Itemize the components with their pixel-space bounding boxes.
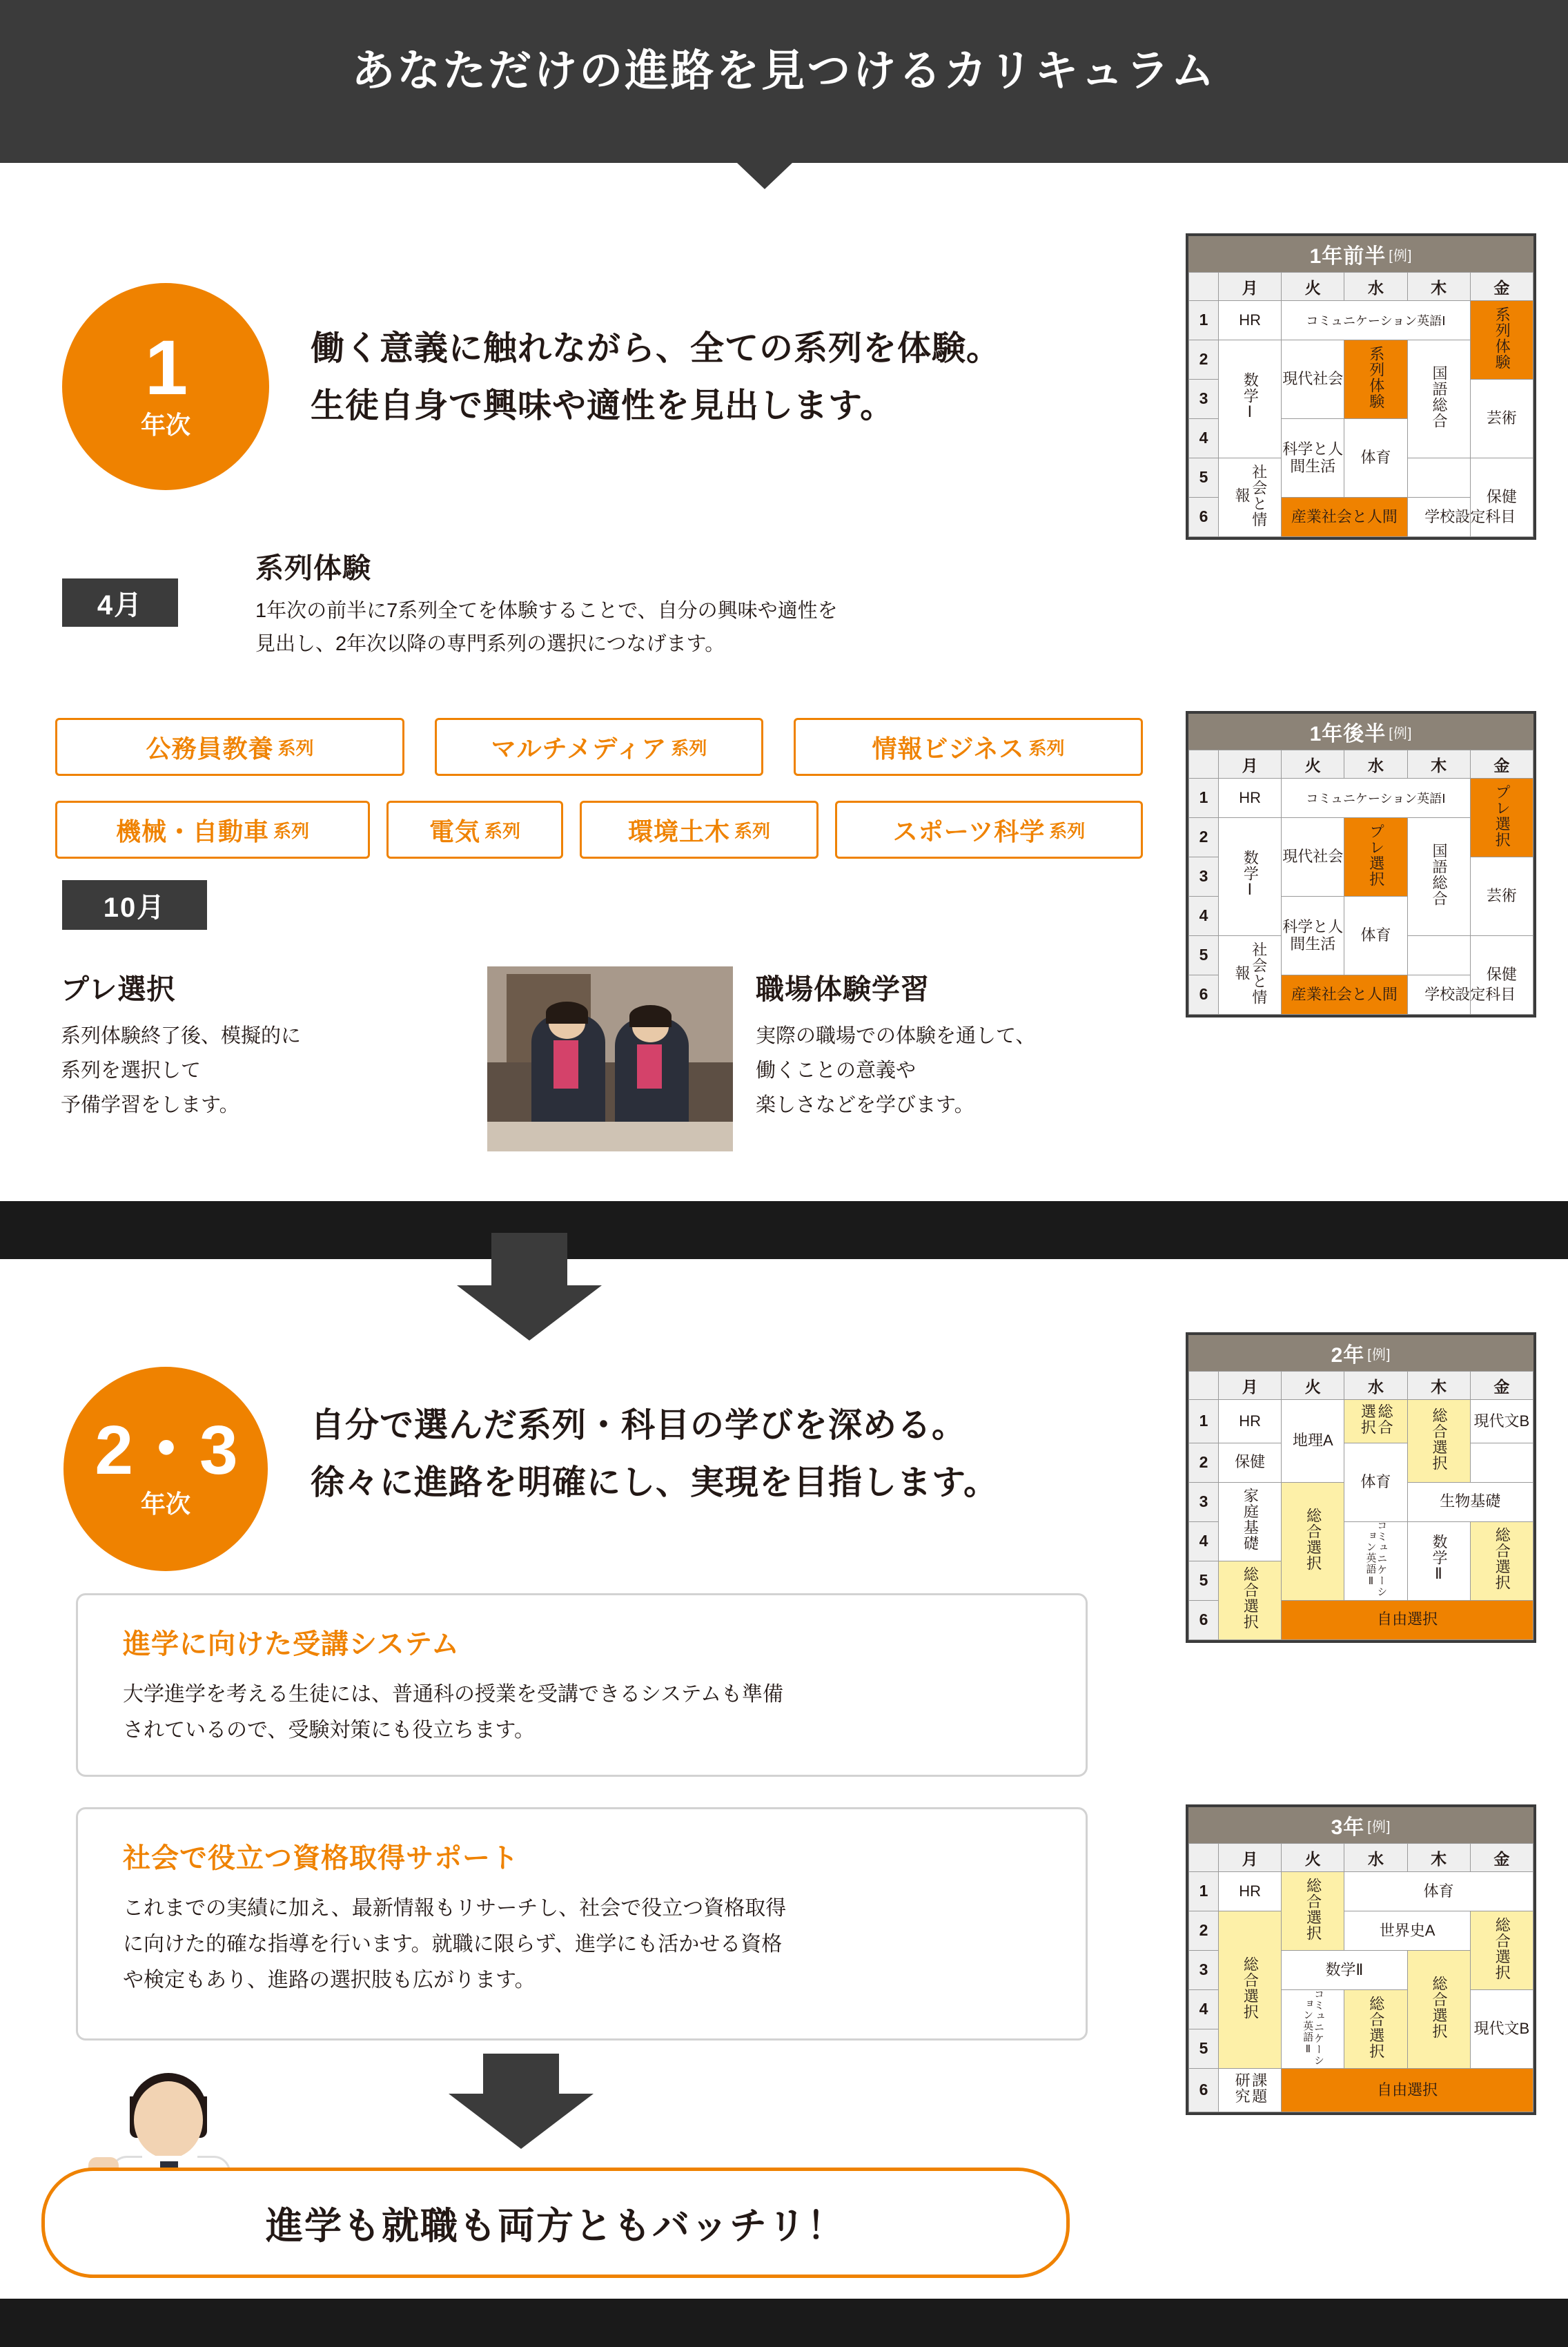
timetable-day-header: 木 bbox=[1407, 1844, 1470, 1872]
timetable-cell-label: 社会と情報 bbox=[1233, 941, 1268, 1005]
timetable-day-header: 月 bbox=[1219, 273, 1282, 301]
timetable-period-number: 2 bbox=[1189, 818, 1219, 857]
timetable-day-header: 木 bbox=[1407, 750, 1470, 779]
timetable-period-number: 1 bbox=[1189, 779, 1219, 818]
work-experience-body-line3: 楽しさなどを学びます。 bbox=[756, 1094, 974, 1116]
photo-desk bbox=[487, 1122, 733, 1151]
timetable-cell bbox=[1282, 897, 1344, 975]
timetable-day-header: 水 bbox=[1344, 273, 1407, 301]
series-tag-label: 環境土木 bbox=[627, 817, 730, 846]
timetable-cell-label: 体育 bbox=[1423, 1882, 1454, 1900]
timetable-cell bbox=[1219, 340, 1282, 458]
timetable-cell-label: 総合選択 bbox=[1367, 1995, 1385, 2059]
timetable-row bbox=[1189, 301, 1533, 340]
timetable-cell-label: 数学Ⅱ bbox=[1325, 1960, 1364, 1978]
timetable-day-header: 火 bbox=[1282, 750, 1344, 779]
timetable-cell-label: 現代社会 bbox=[1282, 370, 1344, 388]
year1-badge-number: 1 bbox=[144, 324, 187, 411]
timetable-cell bbox=[1470, 1990, 1533, 2069]
timetable-cell-label: 保健 bbox=[1486, 966, 1517, 984]
timetable-title-text: 1年後半 bbox=[1309, 723, 1386, 746]
timetable-cell bbox=[1282, 301, 1471, 340]
series-tag-suffix: 系列 bbox=[484, 820, 521, 841]
timetable-row bbox=[1189, 1400, 1533, 1443]
timetable-day-header: 月 bbox=[1219, 750, 1282, 779]
series-tag-multimedia[interactable] bbox=[435, 718, 763, 776]
year23-lead-line1: 自分で選んだ系列・科目の学びを深める。 bbox=[311, 1407, 967, 1444]
timetable-cell-label: 系列体験 bbox=[1367, 345, 1385, 409]
timetable-row bbox=[1189, 1443, 1533, 1482]
timetable-row bbox=[1189, 1872, 1533, 1911]
timetable-title-text: 1年前半 bbox=[1309, 245, 1386, 268]
timetable-cell bbox=[1219, 1561, 1282, 1639]
timetable-cell-label: 科学と人間生活 bbox=[1282, 440, 1344, 475]
timetable-cell-label: 科学と人間生活 bbox=[1282, 917, 1344, 953]
timetable-cell bbox=[1344, 1400, 1407, 1443]
timetable-cell bbox=[1282, 779, 1471, 818]
student-head bbox=[134, 2081, 203, 2159]
timetable-title-text: 3年 bbox=[1331, 1816, 1365, 1839]
timetable-period-number: 2 bbox=[1189, 1911, 1219, 1951]
timetable-cell-label: 体育 bbox=[1360, 449, 1391, 467]
timetable-cell bbox=[1344, 1911, 1470, 1951]
timetable-cell-label: 総合選択 bbox=[1242, 1956, 1260, 2020]
timetable-cell-label: 国語総合 bbox=[1430, 843, 1448, 907]
timetable-day-header: 月 bbox=[1219, 1372, 1282, 1400]
timetable-corner-cell bbox=[1189, 273, 1219, 301]
timetable-cell bbox=[1219, 1911, 1282, 2069]
timetable-title bbox=[1188, 1335, 1533, 1371]
series-tag-komuin[interactable] bbox=[55, 718, 404, 776]
series-tag-johobusiness[interactable] bbox=[794, 718, 1143, 776]
timetable-day-header: 金 bbox=[1470, 1844, 1533, 1872]
timetable-cell-label: 国語総合 bbox=[1430, 365, 1448, 429]
timetable-title bbox=[1188, 1807, 1533, 1843]
timetable-cell bbox=[1219, 2069, 1282, 2112]
work-experience-body-line2: 働くことの意義や bbox=[756, 1060, 917, 1082]
timetable-cell-label: コミュニケーション英語Ⅱ bbox=[1302, 1988, 1325, 2066]
pre-select-body-line1: 系列体験終了後、模擬的に bbox=[61, 1025, 302, 1047]
october-chip: 10月 bbox=[62, 880, 207, 930]
series-tag-suffix: 系列 bbox=[734, 820, 771, 841]
series-tag-label: 情報ビジネス bbox=[872, 734, 1025, 763]
timetable-cell bbox=[1282, 1600, 1533, 1639]
header-notch-icon bbox=[737, 163, 792, 189]
timetable-cell-label: 総合選択 bbox=[1304, 1507, 1322, 1571]
timetable-year2 bbox=[1186, 1332, 1536, 1643]
timetable-cell bbox=[1470, 1911, 1533, 1990]
timetable-day-header: 水 bbox=[1344, 1844, 1407, 1872]
timetable-cell-label: プレ選択 bbox=[1367, 823, 1385, 887]
footer-pill bbox=[41, 2168, 1070, 2278]
year23-badge-suffix: 年次 bbox=[140, 1489, 190, 1518]
info-box-shikaku-title: 社会で役立つ資格取得サポート bbox=[123, 1843, 519, 1873]
timetable-corner-cell bbox=[1189, 1372, 1219, 1400]
timetable-cell-label: 学校設定科目 bbox=[1424, 507, 1516, 525]
timetable-cell-label: 現代文B bbox=[1473, 2020, 1530, 2038]
timetable-cell-label: 産業社会と人間 bbox=[1291, 985, 1398, 1003]
timetable-corner-cell bbox=[1189, 750, 1219, 779]
info-box-shikaku-line2: に向けた的確な指導を行います。就職に限らず、進学にも活かせる資格 bbox=[123, 1933, 783, 1956]
timetable-cell-label: 生物基礎 bbox=[1440, 1492, 1501, 1510]
timetable-cell-label: 体育 bbox=[1360, 1472, 1391, 1490]
timetable-cell-label: 地理A bbox=[1292, 1432, 1333, 1449]
series-tag-sports[interactable] bbox=[835, 801, 1143, 859]
timetable-day-header: 金 bbox=[1470, 273, 1533, 301]
timetable-cell-label: 現代社会 bbox=[1282, 848, 1344, 866]
timetable-day-header: 水 bbox=[1344, 1372, 1407, 1400]
timetable-cell-label: 総合選択 bbox=[1304, 1877, 1322, 1941]
timetable-period-number: 5 bbox=[1189, 1561, 1219, 1600]
timetable-cell-label: 数学Ⅱ bbox=[1430, 1534, 1448, 1584]
timetable-period-number: 2 bbox=[1189, 340, 1219, 380]
timetable-cell-label: 産業社会と人間 bbox=[1291, 507, 1398, 525]
timetable-cell bbox=[1219, 936, 1282, 1015]
series-tag-label: マルチメディア bbox=[491, 734, 667, 763]
timetable-cell-label: 課題研究 bbox=[1233, 2072, 1268, 2104]
timetable-cell-label: 体育 bbox=[1360, 926, 1391, 944]
timetable-period-number: 4 bbox=[1189, 1990, 1219, 2029]
timetable-cell bbox=[1282, 1400, 1344, 1483]
timetable-cell-label: HR bbox=[1239, 311, 1261, 329]
year1-badge-suffix: 年次 bbox=[140, 411, 190, 440]
series-tag-suffix: 系列 bbox=[671, 737, 707, 759]
timetable-cell bbox=[1470, 301, 1533, 380]
timetable-cell-label: 世界史A bbox=[1379, 1921, 1435, 1939]
photo-ribbon-right bbox=[637, 1044, 662, 1089]
info-box-shikaku-line3: や検定もあり、進路の選択肢も広がります。 bbox=[123, 1969, 536, 1991]
page-title: あなただけの進路を見つけるカリキュラム bbox=[351, 47, 1217, 95]
keiretsu-body-line1: 1年次の前半に7系列全てを体験することで、自分の興味や適性を bbox=[255, 600, 838, 622]
timetable-cell-label: HR bbox=[1239, 1882, 1261, 1900]
timetable-cell-label: 総合選択 bbox=[1359, 1403, 1394, 1435]
timetable-day-header: 金 bbox=[1470, 750, 1533, 779]
timetable-cell bbox=[1407, 1400, 1470, 1483]
timetable-cell bbox=[1344, 419, 1407, 498]
timetable-cell bbox=[1470, 857, 1533, 936]
timetable-title bbox=[1188, 236, 1533, 272]
timetable-cell bbox=[1470, 1521, 1533, 1600]
timetable-row bbox=[1189, 2069, 1533, 2112]
timetable-cell bbox=[1407, 936, 1470, 975]
timetable-cell bbox=[1344, 1521, 1407, 1600]
timetable-cell-label: コミュニケーション英語Ⅰ bbox=[1306, 791, 1446, 806]
timetable-cell-label: 芸術 bbox=[1486, 409, 1517, 427]
timetable-period-number: 1 bbox=[1189, 1400, 1219, 1443]
timetable-period-number: 3 bbox=[1189, 857, 1219, 897]
year1-lead-line2: 生徒自身で興味や適性を見出します。 bbox=[311, 387, 895, 425]
series-tag-suffix: 系列 bbox=[273, 820, 310, 841]
timetable-period-number: 1 bbox=[1189, 301, 1219, 340]
info-box-shikaku-line1: これまでの実績に加え、最新情報もリサーチし、社会で役立つ資格取得 bbox=[123, 1897, 787, 1920]
timetable-cell bbox=[1407, 1482, 1533, 1521]
timetable-cell-label: コミュニケーション英語Ⅰ bbox=[1306, 313, 1446, 328]
timetable-cell bbox=[1344, 818, 1407, 897]
timetable-cell bbox=[1470, 779, 1533, 857]
timetable-cell-label: 保健 bbox=[1486, 488, 1517, 506]
photo-hair-right bbox=[629, 1005, 672, 1027]
photo-ribbon-left bbox=[553, 1040, 578, 1089]
timetable-day-header: 火 bbox=[1282, 273, 1344, 301]
timetable-period-number: 2 bbox=[1189, 1443, 1219, 1482]
timetable-cell bbox=[1344, 1872, 1533, 1911]
series-tag-label: 公務員教養 bbox=[146, 734, 274, 763]
timetable-period-number: 1 bbox=[1189, 1872, 1219, 1911]
timetable-cell-label: 数学Ⅰ bbox=[1242, 372, 1260, 422]
timetable-cell bbox=[1219, 1872, 1282, 1911]
timetable-example-mark: [例] bbox=[1389, 248, 1413, 264]
series-tag-kankyodoboku[interactable] bbox=[580, 801, 819, 859]
work-experience-title: 職場体験学習 bbox=[756, 973, 930, 1005]
timetable-period-number: 6 bbox=[1189, 2069, 1219, 2112]
timetable-cell bbox=[1407, 1521, 1470, 1600]
timetable-corner-cell bbox=[1189, 1844, 1219, 1872]
timetable-day-header: 木 bbox=[1407, 273, 1470, 301]
timetable-cell bbox=[1407, 340, 1470, 458]
timetable-cell bbox=[1282, 1872, 1344, 1951]
page-header bbox=[0, 0, 1568, 163]
timetable-year1-first-half bbox=[1186, 233, 1536, 540]
timetable-cell-label: コミュニケーション英語Ⅱ bbox=[1364, 1520, 1388, 1598]
timetable-cell-label: プレ選択 bbox=[1493, 783, 1511, 848]
info-box-shingaku-line1: 大学進学を考える生徒には、普通科の授業を受講できるシステムも準備 bbox=[123, 1683, 783, 1706]
timetable-cell bbox=[1344, 1990, 1407, 2069]
timetable-cell bbox=[1282, 340, 1344, 419]
series-tag-suffix: 系列 bbox=[1028, 737, 1065, 759]
timetable-period-number: 6 bbox=[1189, 498, 1219, 537]
timetable-cell-label: 数学Ⅰ bbox=[1242, 850, 1260, 900]
photo-hair-left bbox=[546, 1002, 588, 1024]
timetable-cell-label: HR bbox=[1239, 1412, 1261, 1430]
timetable-example-mark: [例] bbox=[1367, 1347, 1391, 1363]
year23-badge bbox=[63, 1367, 268, 1571]
timetable-period-number: 5 bbox=[1189, 458, 1219, 498]
workplace-photo bbox=[487, 966, 733, 1151]
timetable-period-number: 6 bbox=[1189, 975, 1219, 1015]
timetable-cell-label: 総合選択 bbox=[1430, 1976, 1448, 2040]
pre-select-body-line2: 系列を選択して bbox=[61, 1060, 202, 1082]
timetable-period-number: 4 bbox=[1189, 897, 1219, 936]
timetable-title bbox=[1188, 714, 1533, 750]
timetable-day-header: 水 bbox=[1344, 750, 1407, 779]
timetable-cell bbox=[1407, 818, 1470, 936]
timetable-period-number: 6 bbox=[1189, 1600, 1219, 1639]
keiretsu-body-line2: 見出し、2年次以降の専門系列の選択につなげます。 bbox=[255, 633, 725, 655]
timetable-cell bbox=[1407, 1951, 1470, 2069]
footer-pill-text: 進学も就職も両方ともバッチリ！ bbox=[266, 2205, 845, 2247]
timetable-day-header: 火 bbox=[1282, 1844, 1344, 1872]
timetable-cell-label: 自由選択 bbox=[1377, 1610, 1438, 1628]
series-tag-kikai[interactable] bbox=[55, 801, 370, 859]
timetable-cell bbox=[1470, 380, 1533, 458]
timetable-cell bbox=[1219, 1400, 1282, 1443]
pre-select-body-line3: 予備学習をします。 bbox=[61, 1094, 239, 1116]
timetable-day-header: 月 bbox=[1219, 1844, 1282, 1872]
timetable-cell-label: 現代文B bbox=[1473, 1412, 1530, 1430]
timetable-cell bbox=[1344, 340, 1407, 419]
timetable-cell bbox=[1344, 897, 1407, 975]
timetable-period-number: 3 bbox=[1189, 1482, 1219, 1521]
timetable-cell bbox=[1470, 1400, 1533, 1443]
timetable-period-number: 3 bbox=[1189, 1951, 1219, 1990]
series-tag-label: 機械・自動車 bbox=[115, 817, 269, 846]
info-box-shingaku-line2: されているので、受験対策にも役立ちます。 bbox=[123, 1719, 535, 1742]
timetable-cell bbox=[1407, 458, 1470, 498]
timetable-cell bbox=[1470, 1443, 1533, 1482]
timetable-cell-label: HR bbox=[1239, 788, 1261, 806]
timetable-period-number: 4 bbox=[1189, 419, 1219, 458]
timetable-day-header: 木 bbox=[1407, 1372, 1470, 1400]
timetable-cell bbox=[1219, 1443, 1282, 1482]
timetable-cell bbox=[1282, 818, 1344, 897]
timetable-cell bbox=[1282, 498, 1407, 537]
timetable-period-number: 3 bbox=[1189, 380, 1219, 419]
timetable-cell-label: 系列体験 bbox=[1493, 306, 1511, 370]
pre-select-title: プレ選択 bbox=[61, 973, 176, 1005]
timetable-cell-label: 学校設定科目 bbox=[1424, 985, 1516, 1003]
timetable-cell bbox=[1344, 1443, 1407, 1521]
timetable-period-number: 5 bbox=[1189, 2029, 1219, 2069]
timetable-row bbox=[1189, 779, 1533, 818]
timetable-cell-label: 総合選択 bbox=[1242, 1566, 1260, 1630]
timetable-cell bbox=[1282, 975, 1407, 1015]
timetable-cell-label: 総合選択 bbox=[1493, 1916, 1511, 1980]
timetable-cell bbox=[1282, 1990, 1344, 2069]
timetable-cell-label: 社会と情報 bbox=[1233, 463, 1268, 527]
timetable-cell bbox=[1219, 1482, 1282, 1561]
timetable-cell bbox=[1282, 419, 1344, 498]
series-tag-denki[interactable] bbox=[386, 801, 563, 859]
year1-lead-line1: 働く意義に触れながら、全ての系列を体験。 bbox=[311, 330, 1001, 367]
footer-arrow-down-icon bbox=[449, 2054, 594, 2149]
timetable-cell-label: 保健 bbox=[1235, 1453, 1266, 1471]
april-chip: 4月 bbox=[62, 578, 178, 627]
keiretsu-title: 系列体験 bbox=[255, 552, 371, 584]
series-tag-label: 電気 bbox=[429, 817, 480, 846]
series-tag-label: スポーツ科学 bbox=[892, 817, 1046, 846]
section-arrow-down-icon bbox=[457, 1233, 602, 1341]
info-box-shingaku-title: 進学に向けた受講システム bbox=[123, 1629, 460, 1659]
timetable-row bbox=[1189, 1911, 1533, 1951]
timetable-title-text: 2年 bbox=[1331, 1344, 1365, 1367]
timetable-cell bbox=[1219, 818, 1282, 936]
timetable-cell-label: 家庭基礎 bbox=[1242, 1488, 1260, 1552]
timetable-day-header: 金 bbox=[1470, 1372, 1533, 1400]
timetable-day-header: 火 bbox=[1282, 1372, 1344, 1400]
timetable-cell bbox=[1282, 2069, 1533, 2112]
bottom-band bbox=[0, 2299, 1568, 2347]
timetable-cell-label: 自由選択 bbox=[1377, 2081, 1438, 2098]
timetable-period-number: 5 bbox=[1189, 936, 1219, 975]
timetable-period-number: 4 bbox=[1189, 1521, 1219, 1561]
timetable-cell bbox=[1282, 1951, 1407, 1990]
series-tag-suffix: 系列 bbox=[1049, 820, 1086, 841]
timetable-year3 bbox=[1186, 1804, 1536, 2115]
section-divider-band bbox=[0, 1201, 1568, 1259]
timetable-cell bbox=[1282, 1482, 1344, 1600]
timetable-cell-label: 総合選択 bbox=[1430, 1407, 1448, 1471]
timetable-example-mark: [例] bbox=[1389, 725, 1413, 741]
timetable-cell-label: 総合選択 bbox=[1493, 1527, 1511, 1591]
timetable-cell bbox=[1219, 458, 1282, 537]
timetable-example-mark: [例] bbox=[1367, 1819, 1391, 1835]
timetable-cell-label: 芸術 bbox=[1486, 887, 1517, 905]
year23-badge-number: 2・3 bbox=[95, 1411, 237, 1489]
timetable-cell bbox=[1219, 301, 1282, 340]
work-experience-body-line1: 実際の職場での体験を通して、 bbox=[756, 1025, 1036, 1047]
year23-lead-line2: 徐々に進路を明確にし、実現を目指します。 bbox=[311, 1464, 999, 1501]
series-tag-suffix: 系列 bbox=[277, 737, 314, 759]
timetable-year1-second-half bbox=[1186, 711, 1536, 1017]
timetable-cell bbox=[1219, 779, 1282, 818]
year1-badge bbox=[62, 283, 269, 490]
